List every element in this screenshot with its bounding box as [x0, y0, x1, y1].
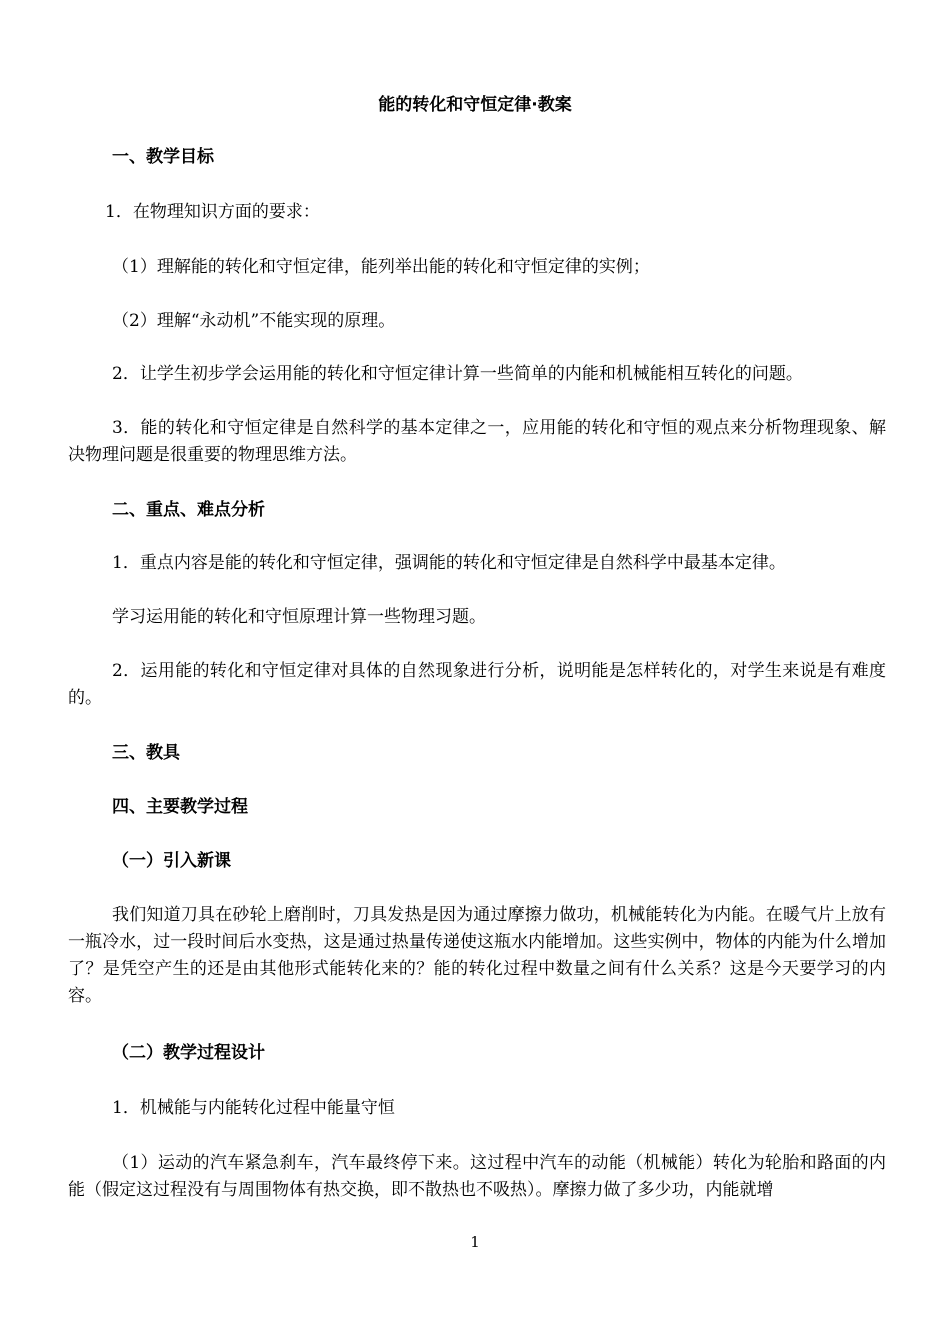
- introduction-paragraph: 我们知道刀具在砂轮上磨削时，刀具发热是因为通过摩擦力做功，机械能转化为内能。在暖气片上放有一瓶冷水，过一段时间后水变热，这是通过热量传递使这瓶水内能增加。这些实例中，物体的内能为什么增加了？是凭空产生的还是由其他形式能转化来的？能的转化过程中数量之间有什么关系？这是今天要学习的内容。: [68, 905, 886, 1006]
- goal-item-1-sub-1: （1）理解能的转化和守恒定律，能列举出能的转化和守恒定律的实例；: [112, 257, 650, 277]
- goal-item-2: 2．让学生初步学会运用能的转化和守恒定律计算一些简单的内能和机械能相互转化的问题。: [112, 364, 803, 384]
- key-point-1: 1．重点内容是能的转化和守恒定律，强调能的转化和守恒定律是自然科学中最基本定律。: [112, 553, 786, 573]
- document-title: 能的转化和守恒定律·教案: [378, 95, 572, 115]
- page-number: 1: [470, 1233, 480, 1251]
- subsection-heading-process-design: （二）教学过程设计: [112, 1043, 265, 1063]
- key-point-1-extra: 学习运用能的转化和守恒原理计算一些物理习题。: [112, 607, 486, 627]
- goal-item-3: 3．能的转化和守恒定律是自然科学的基本定律之一，应用能的转化和守恒的观点来分析物理现象、解决物理问题是很重要的物理思维方法。: [68, 418, 886, 465]
- section-heading-teaching-process: 四、主要教学过程: [112, 797, 248, 817]
- key-point-2: 2．运用能的转化和守恒定律对具体的自然现象进行分析，说明能是怎样转化的，对学生来说是有难度的。: [68, 661, 886, 708]
- process-item-1-sub-1: （1）运动的汽车紧急刹车，汽车最终停下来。这过程中汽车的动能（机械能）转化为轮胎和路面的内能（假定这过程没有与周围物体有热交换，即不散热也不吸热）。摩擦力做了多少功，内能就增: [68, 1153, 886, 1200]
- section-heading-key-points: 二、重点、难点分析: [112, 500, 265, 520]
- process-item-1: 1．机械能与内能转化过程中能量守恒: [112, 1098, 395, 1118]
- subsection-heading-introduction: （一）引入新课: [112, 851, 231, 871]
- section-heading-teaching-aids: 三、教具: [112, 743, 180, 763]
- goal-item-1: 1．在物理知识方面的要求：: [105, 202, 320, 222]
- goal-item-1-sub-2: （2）理解“永动机”不能实现的原理。: [112, 311, 396, 331]
- section-heading-teaching-goals: 一、教学目标: [112, 147, 214, 167]
